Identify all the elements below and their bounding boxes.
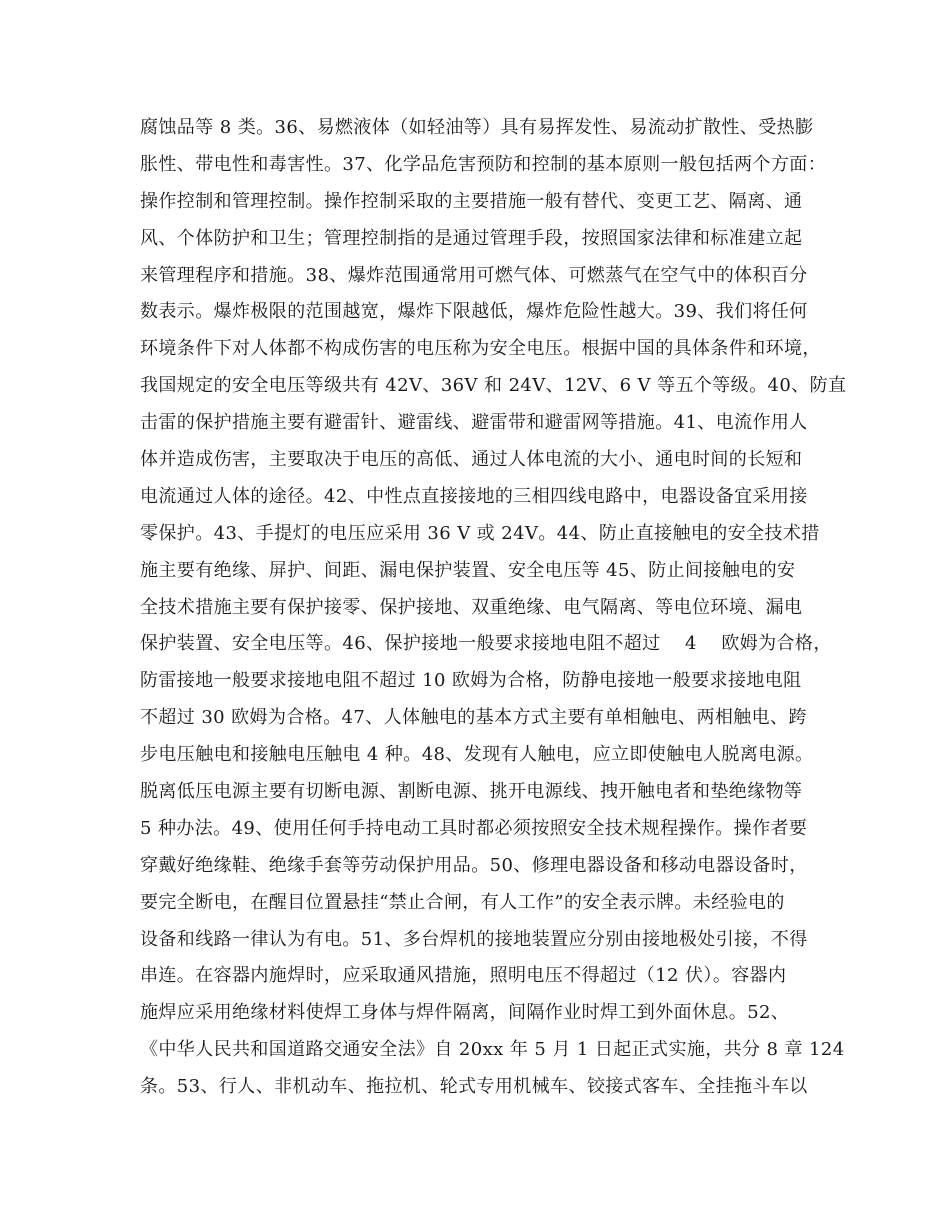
text-line: 设备和线路一律认为有电。51、多台焊机的接地装置应分别由接地极处引接，不得 <box>140 928 808 950</box>
text-line: 《中华人民共和国道路交通安全法》自 20xx 年 5 月 1 日起正式实施，共分 8 章 124 <box>140 1039 845 1061</box>
text-line: 腐蚀品等 8 类。36、易燃液体（如轻油等）具有易挥发性、易流动扩散性、受热膨 <box>140 117 814 138</box>
text-line: 脱离低压电源主要有切断电源、割断电源、挑开电源线、拽开触电者和垫绝缘物等 <box>140 781 803 803</box>
text-line: 操作控制和管理控制。操作控制采取的主要措施一般有替代、变更工艺、隔离、通 <box>140 190 803 212</box>
text-line: 胀性、带电性和毒害性。37、化学品危害预防和控制的基本原则一般包括两个方面： <box>140 153 827 175</box>
text-line: 全技术措施主要有保护接零、保护接地、双重绝缘、电气隔离、等电位环境、漏电 <box>140 596 803 618</box>
text-line: 环境条件下对人体都不构成伤害的电压称为安全电压。根据中国的具体条件和环境， <box>140 338 821 360</box>
body-text <box>140 110 847 1106</box>
text-line: 风、个体防护和卫生；管理控制指的是通过管理手段，按照国家法律和标准建立起 <box>140 227 803 249</box>
text-line: 电流通过人体的途径。42、中性点直接接地的三相四线电路中，电器设备宜采用接 <box>140 485 808 507</box>
text-line: 5 种办法。49、使用任何手持电动工具时都必须按照安全技术规程操作。操作者要 <box>140 817 808 839</box>
text-line: 要完全断电，在醒目位置悬挂“禁止合闸，有人工作”的安全表示牌。未经验电的 <box>140 891 785 913</box>
text-line: 串连。在容器内施焊时，应采取通风措施，照明电压不得超过（12 伏）。容器内 <box>140 965 787 987</box>
text-line: 防雷接地一般要求接地电阻不超过 10 欧姆为合格，防静电接地一般要求接地电阻 <box>140 670 802 692</box>
text-line: 条。53、行人、非机动车、拖拉机、轮式专用机械车、铰接式客车、全挂拖斗车以 <box>140 1076 808 1098</box>
text-line: 体并造成伤害，主要取决于电压的高低、通过人体电流的大小、通电时间的长短和 <box>140 449 803 471</box>
text-line: 步电压触电和接触电压触电 4 种。48、发现有人触电，应立即使触电人脱离电源。 <box>140 744 814 766</box>
text-line: 保护装置、安全电压等。46、保护接地一般要求接地电阻不超过 4 欧姆为合格， <box>140 633 832 655</box>
text-line: 我国规定的安全电压等级共有 42V、36V 和 24V、12V、6 V 等五个等级。40、防直 <box>140 375 847 397</box>
text-line: 击雷的保护措施主要有避雷针、避雷线、避雷带和避雷网等措施。41、电流作用人 <box>140 412 808 434</box>
text-line: 施焊应采用绝缘材料使焊工身体与焊件隔离，间隔作业时焊工到外面休息。52、 <box>140 1002 790 1024</box>
text-line: 不超过 30 欧姆为合格。47、人体触电的基本方式主要有单相触电、两相触电、跨 <box>140 707 807 729</box>
text-line: 穿戴好绝缘鞋、绝缘手套等劳动保护用品。50、修理电器设备和移动电器设备时， <box>140 854 808 876</box>
text-line: 数表示。爆炸极限的范围越宽，爆炸下限越低，爆炸危险性越大。39、我们将任何 <box>140 301 808 323</box>
text-line: 来管理程序和措施。38、爆炸范围通常用可燃气体、可燃蒸气在空气中的体积百分 <box>140 264 808 286</box>
text-line: 施主要有绝缘、屏护、间距、漏电保护装置、安全电压等 45、防止间接触电的安 <box>140 559 796 581</box>
text-line: 零保护。43、手提灯的电压应采用 36 V 或 24V。44、防止直接触电的安全技术措 <box>140 522 820 544</box>
